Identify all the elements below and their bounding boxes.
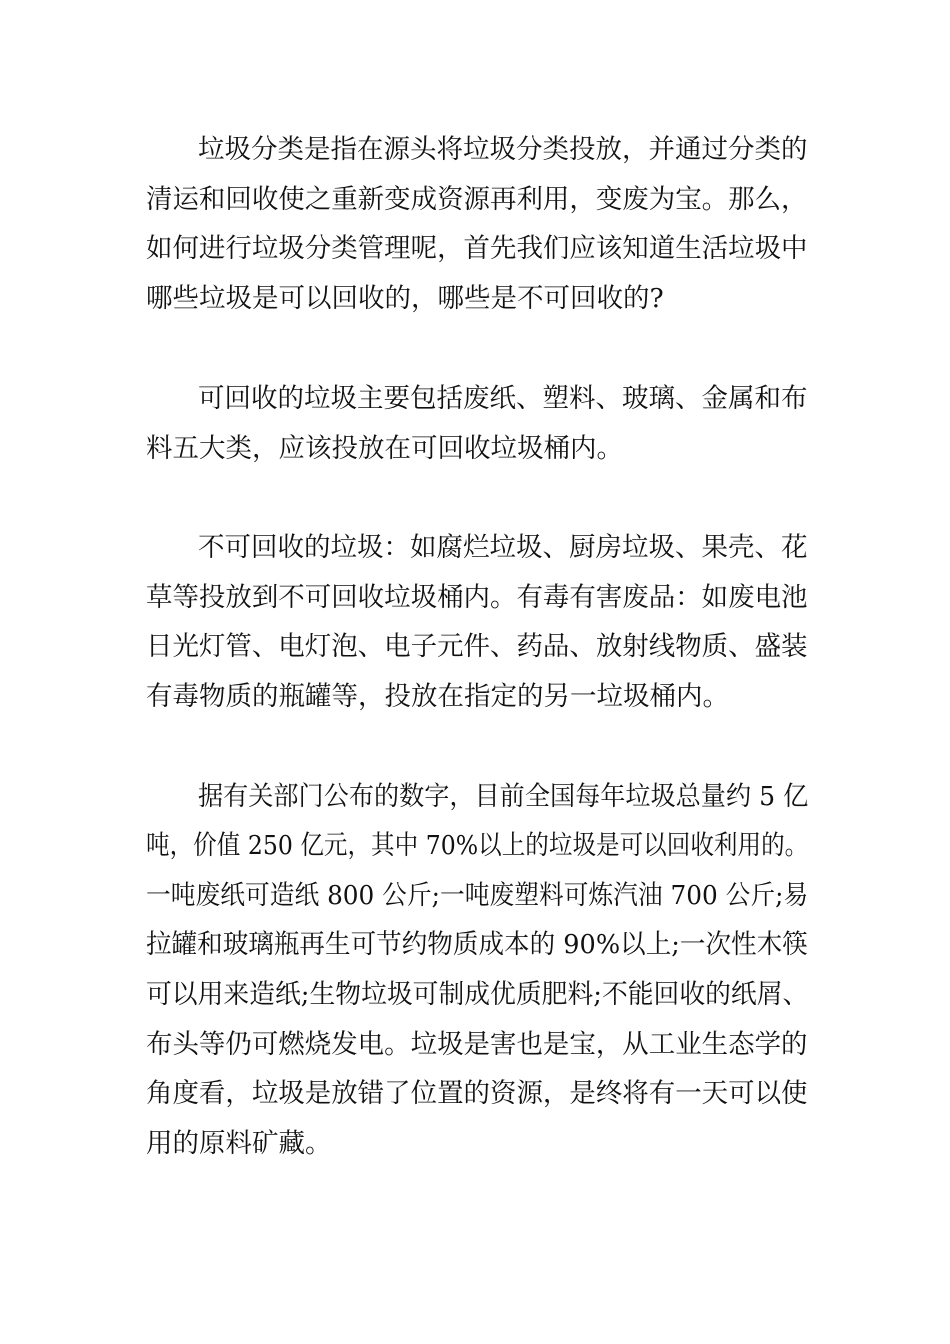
paragraph-line: 吨，价值 250 亿元，其中 70%以上的垃圾是可以回收利用的。: [146, 830, 809, 861]
paragraph-line: 不可回收的垃圾：如腐烂垃圾、厨房垃圾、果壳、花: [198, 532, 808, 563]
paragraph-line: 可回收的垃圾主要包括废纸、塑料、玻璃、金属和布: [198, 383, 808, 414]
paragraph-line: 料五大类，应该投放在可回收垃圾桶内。: [146, 433, 623, 464]
paragraph-line: 草等投放到不可回收垃圾桶内。有毒有害废品：如废电池: [146, 582, 808, 613]
paragraph-line: 有毒物质的瓶罐等，投放在指定的另一垃圾桶内。: [146, 681, 729, 712]
paragraph-line: 可以用来造纸;生物垃圾可制成优质肥料;不能回收的纸屑、: [146, 979, 809, 1010]
paragraph-line: 据有关部门公布的数字，目前全国每年垃圾总量约 5 亿: [198, 781, 809, 812]
paragraph-line: 用的原料矿藏。: [146, 1128, 332, 1159]
paragraph-line: 哪些垃圾是可以回收的，哪些是不可回收的?: [146, 283, 664, 314]
paragraph-line: 垃圾分类是指在源头将垃圾分类投放，并通过分类的: [198, 134, 808, 165]
paragraph-line: 清运和回收使之重新变成资源再利用，变废为宝。那么，: [146, 184, 808, 215]
paragraph-line: 布头等仍可燃烧发电。垃圾是害也是宝，从工业生态学的: [146, 1029, 808, 1060]
paragraph-line: 角度看，垃圾是放错了位置的资源，是终将有一天可以使: [146, 1078, 808, 1109]
paragraph-line: 如何进行垃圾分类管理呢，首先我们应该知道生活垃圾中: [146, 233, 808, 264]
paragraph-line: 日光灯管、电灯泡、电子元件、药品、放射线物质、盛装: [146, 631, 808, 662]
paragraph-line: 一吨废纸可造纸 800 公斤;一吨废塑料可炼汽油 700 公斤;易: [146, 880, 809, 911]
paragraph-line: 拉罐和玻璃瓶再生可节约物质成本的 90%以上;一次性木筷: [146, 929, 808, 960]
